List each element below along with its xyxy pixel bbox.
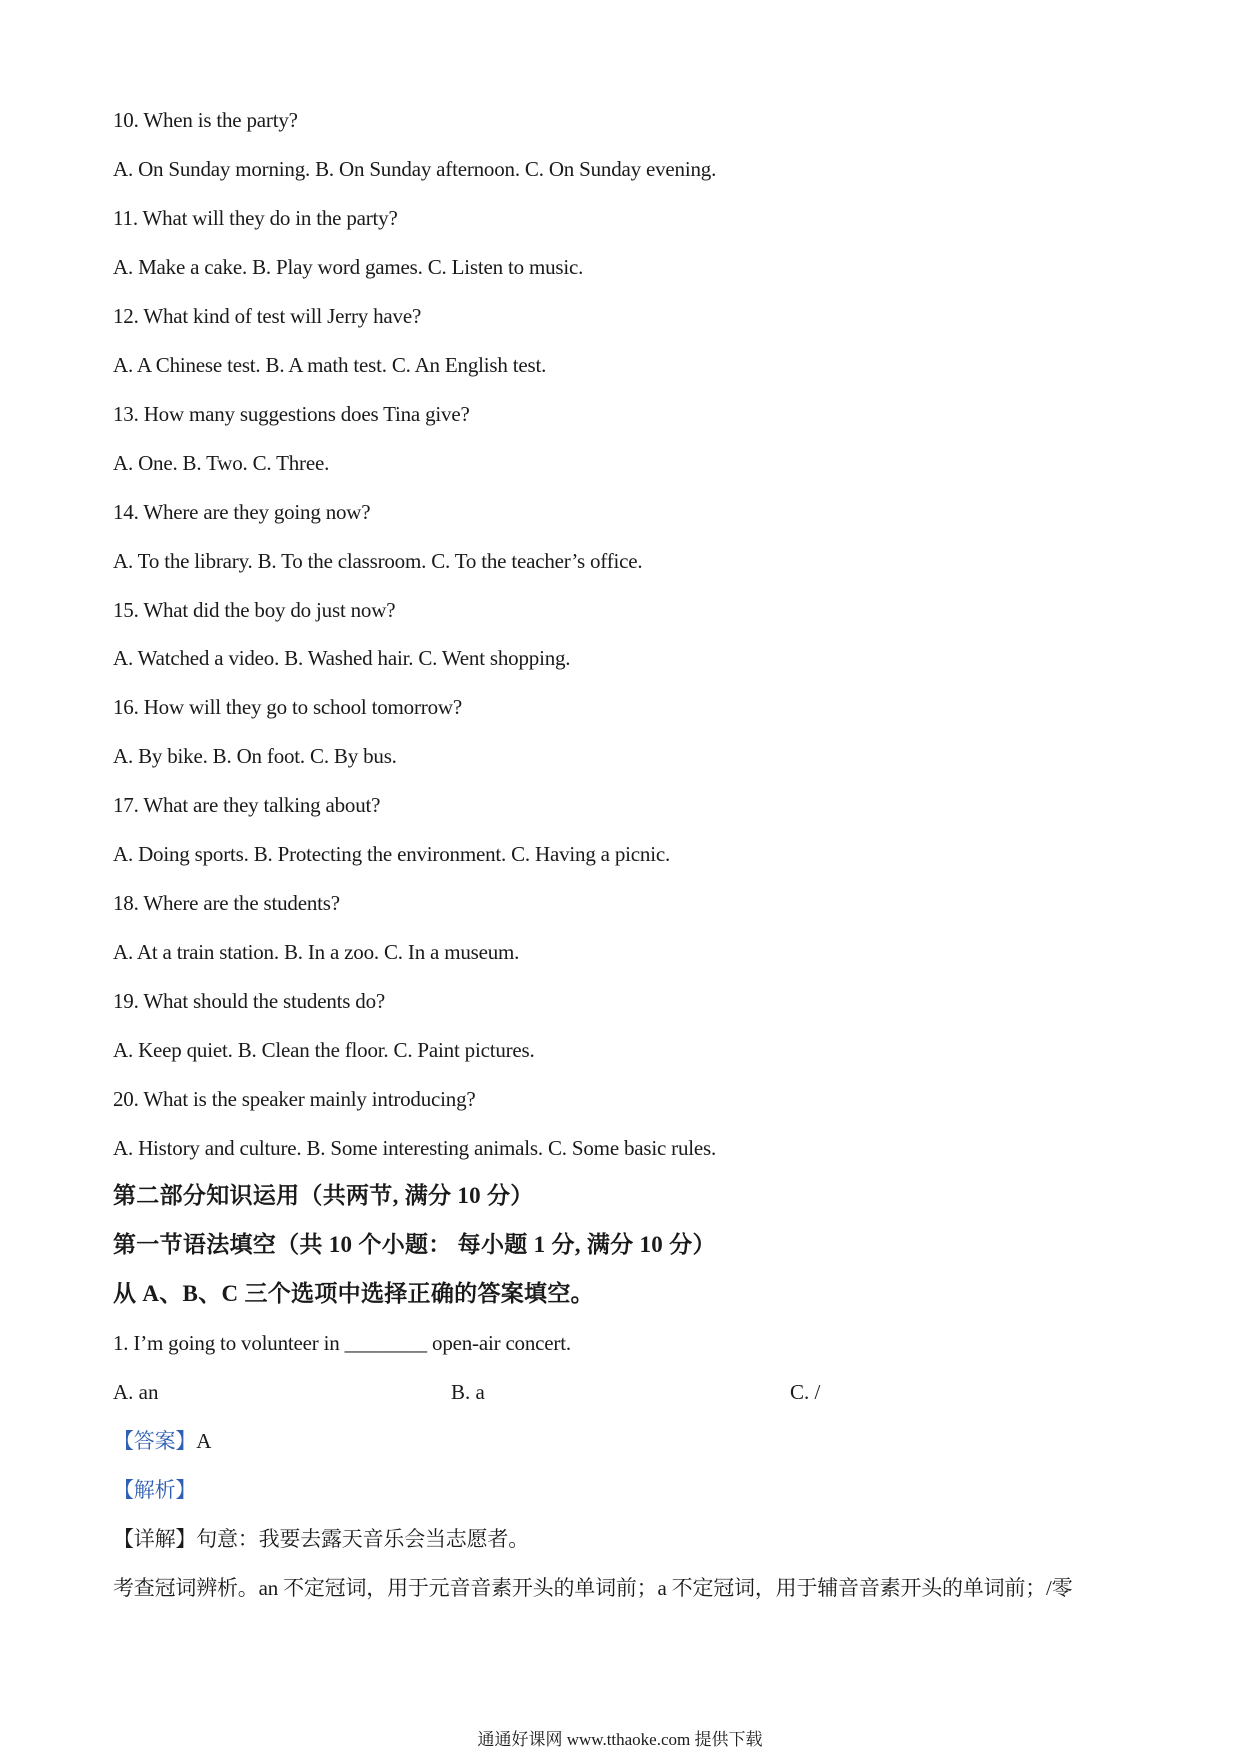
question-13: 13. How many suggestions does Tina give? — [113, 402, 470, 426]
section-heading: 第二部分知识运用（共两节, 满分 10 分） — [113, 1183, 534, 1208]
question-14-options: A. To the library. B. To the classroom. C. To the teacher’s office. — [113, 549, 643, 573]
option-c: C. / — [790, 1380, 821, 1404]
question-17-options: A. Doing sports. B. Protecting the environment. C. Having a picnic. — [113, 842, 671, 866]
analysis-tag: 【解析】 — [113, 1478, 197, 1502]
question-10: 10. When is the party? — [113, 108, 298, 132]
question-12: 12. What kind of test will Jerry have? — [113, 304, 422, 328]
question-13-options: A. One. B. Two. C. Three. — [113, 451, 330, 475]
question-11-options: A. Make a cake. B. Play word games. C. Listen to music. — [113, 255, 584, 279]
question-18: 18. Where are the students? — [113, 891, 340, 915]
analysis-line — [113, 1477, 196, 1503]
question-16: 16. How will they go to school tomorrow? — [113, 695, 462, 719]
section-subheading: 第一节语法填空（共 10 个小题： 每小题 1 分, 满分 10 分） — [113, 1232, 716, 1257]
question-15: 15. What did the boy do just now? — [113, 598, 396, 622]
page-footer: 通通好课网 www.tthaoke.com 提供下载 — [477, 1730, 763, 1749]
grammar-question-1: 1. I’m going to volunteer in ________ open-air concert. — [113, 1331, 571, 1355]
question-18-options: A. At a train station. B. In a zoo. C. In a museum. — [113, 940, 520, 964]
detail-text: 句意：我要去露天音乐会当志愿者。 — [196, 1527, 530, 1551]
question-14: 14. Where are they going now? — [113, 500, 371, 524]
question-19: 19. What should the students do? — [113, 989, 386, 1013]
detail-tag: 【详解】 — [113, 1527, 197, 1551]
question-12-options: A. A Chinese test. B. A math test. C. An English test. — [113, 353, 547, 377]
explanation-line: 考查冠词辨析。an 不定冠词，用于元音音素开头的单词前；a 不定冠词，用于辅音音素开头的单词前；/零 — [113, 1576, 1073, 1600]
answer-tag: 【答案】 — [113, 1429, 197, 1453]
option-b: B. a — [451, 1380, 485, 1404]
answer-line — [113, 1428, 211, 1454]
section-instruction: 从 A、B、C 三个选项中选择正确的答案填空。 — [113, 1281, 594, 1306]
option-a: A. an — [113, 1380, 159, 1404]
question-20-options: A. History and culture. B. Some interesting animals. C. Some basic rules. — [113, 1136, 717, 1160]
question-16-options: A. By bike. B. On foot. C. By bus. — [113, 744, 397, 768]
question-10-options: A. On Sunday morning. B. On Sunday afternoon. C. On Sunday evening. — [113, 157, 717, 181]
detail-line — [113, 1526, 529, 1552]
question-17: 17. What are they talking about? — [113, 793, 381, 817]
answer-value: A — [196, 1429, 212, 1453]
question-11: 11. What will they do in the party? — [113, 206, 398, 230]
question-15-options: A. Watched a video. B. Washed hair. C. Went shopping. — [113, 646, 571, 670]
question-19-options: A. Keep quiet. B. Clean the floor. C. Paint pictures. — [113, 1038, 535, 1062]
question-20: 20. What is the speaker mainly introducing? — [113, 1087, 476, 1111]
